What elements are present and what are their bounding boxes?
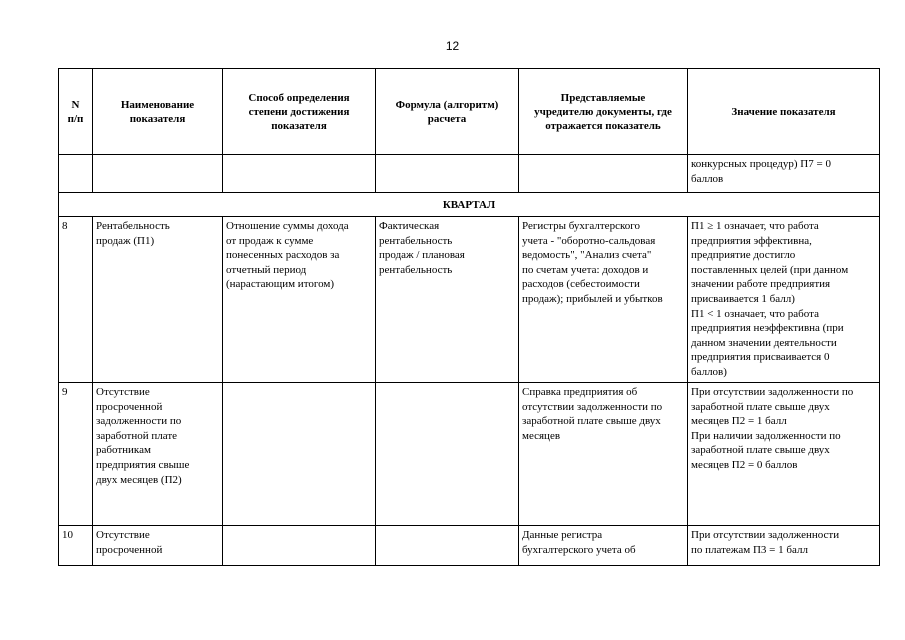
row-number: 8 <box>59 217 93 383</box>
indicator-name: Отсутствие просроченной <box>93 526 223 566</box>
table-cell <box>59 155 93 193</box>
value-cell: При отсутствии задолженности по платежам П3 = 1 балл <box>688 526 880 566</box>
table-row <box>59 155 880 193</box>
section-row <box>59 193 880 217</box>
header-formula: Формула (алгоритм) расчета <box>376 69 519 155</box>
header-number: N п/п <box>59 69 93 155</box>
indicators-table <box>58 68 880 566</box>
continuation-value-cell: конкурсных процедур) П7 = 0 баллов <box>688 155 880 193</box>
method-cell <box>223 383 376 526</box>
method-cell: Отношение суммы дохода от продаж к сумме понесенных расходов за отчетный период (нарастающим итогом) <box>223 217 376 383</box>
row-number: 10 <box>59 526 93 566</box>
value-cell: При отсутствии задолженности по заработной плате свыше двух месяцев П2 = 1 балл При наличии задолженности по заработной плате свыше двух месяцев П2 = 0 баллов <box>688 383 880 526</box>
section-title: КВАРТАЛ <box>59 193 880 217</box>
table-row <box>59 526 880 566</box>
table-row <box>59 217 880 383</box>
table-cell <box>519 155 688 193</box>
indicator-name: Рентабельность продаж (П1) <box>93 217 223 383</box>
documents-cell: Данные регистра бухгалтерского учета об <box>519 526 688 566</box>
row-number: 9 <box>59 383 93 526</box>
documents-cell: Справка предприятия об отсутствии задолженности по заработной плате свыше двух месяцев <box>519 383 688 526</box>
table-row <box>59 383 880 526</box>
table-header-row <box>59 69 880 155</box>
formula-cell <box>376 526 519 566</box>
documents-cell: Регистры бухгалтерского учета - "оборотно-сальдовая ведомость", "Анализ счета" по счетам учета: доходов и расходов (себестоимости продаж); прибылей и убытков <box>519 217 688 383</box>
header-documents: Представляемые учредителю документы, где отражается показатель <box>519 69 688 155</box>
header-indicator-name: Наименование показателя <box>93 69 223 155</box>
page-number: 12 <box>445 39 460 53</box>
method-cell <box>223 526 376 566</box>
formula-cell <box>376 383 519 526</box>
indicator-name: Отсутствие просроченной задолженности по заработной плате работникам предприятия свыше двух месяцев (П2) <box>93 383 223 526</box>
table-cell <box>223 155 376 193</box>
table-cell <box>93 155 223 193</box>
value-cell: П1 ≥ 1 означает, что работа предприятия эффективна, предприятие достигло поставленных целей (при данном значении работе предприятия присваивается 1 балл) П1 < 1 означает, что работа предприятия неэффективна (при данном значении деятельности предприятия присваивается 0 баллов) <box>688 217 880 383</box>
header-value: Значение показателя <box>688 69 880 155</box>
table-cell <box>376 155 519 193</box>
header-method: Способ определения степени достижения показателя <box>223 69 376 155</box>
formula-cell: Фактическая рентабельность продаж / плановая рентабельность <box>376 217 519 383</box>
